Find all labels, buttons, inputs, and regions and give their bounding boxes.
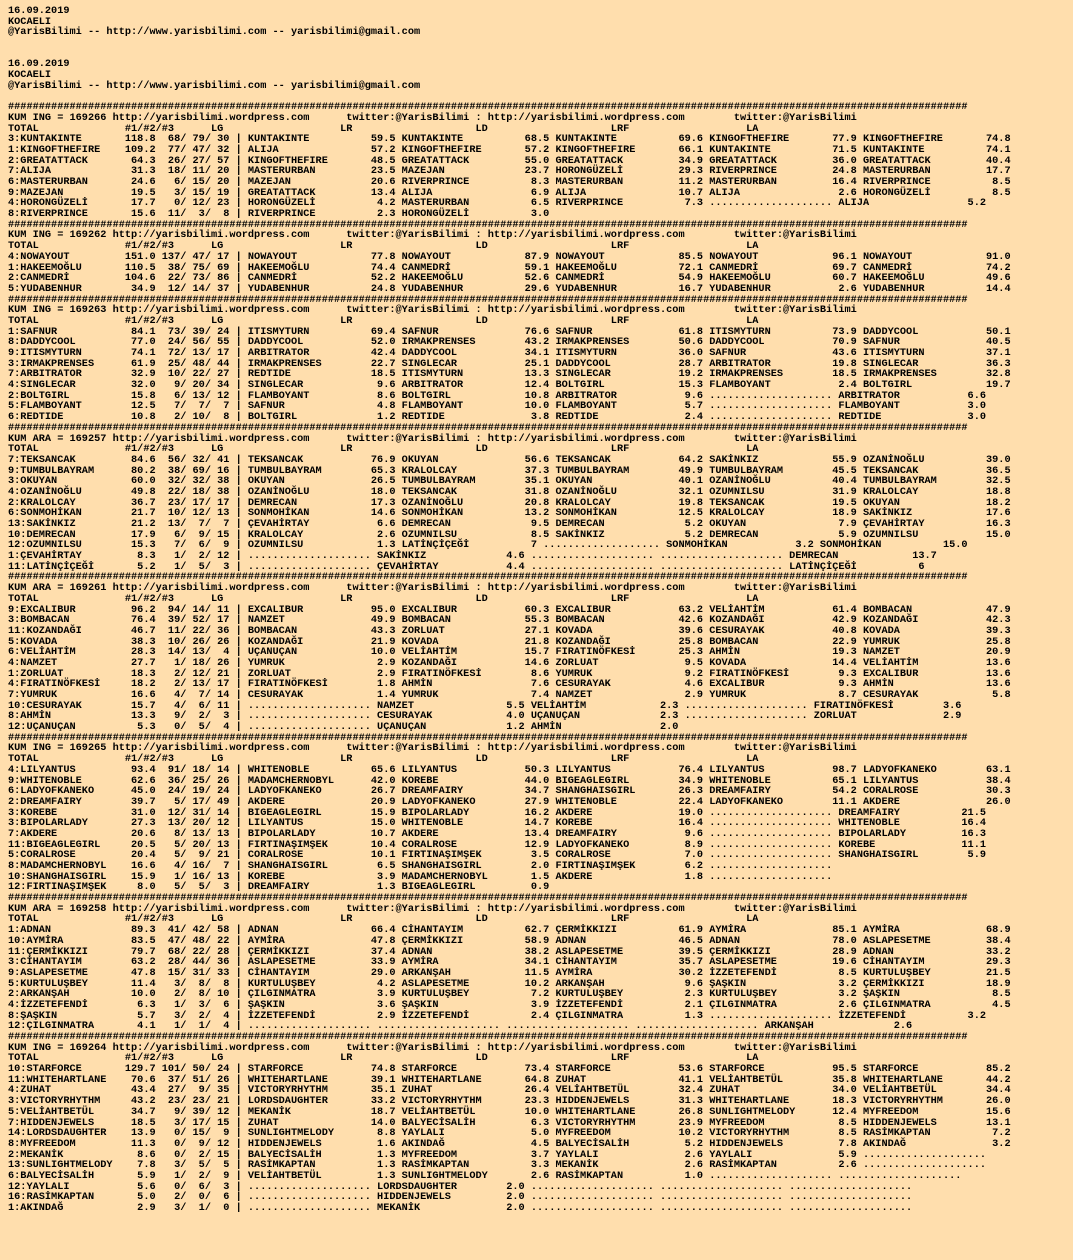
text-line: 6:SONMOHİKAN 21.7 10/ 12/ 13 | SONMOHİKAN 14.6 SONMOHİKAN 13.2 SONMOHİKAN 12.5 KRALOLCAY 18.9 SAKİNKIZ 17.6 — [8, 507, 1011, 520]
text-line: 3:VICTORYRHYTHM 43.2 23/ 23/ 21 | LORDSDAUGHTER 33.2 VICTORYRHYTHM 23.3 HIDDENJEWELS 31.3 WHITEHARTLANE 18.3 VICTORYRHYTHM 26.0 — [8, 1095, 1011, 1108]
text-line: KUM ARA = 169257 http://yarisbilimi.wordpress.com twitter:@YarisBilimi : http://yarisbilimi.wordpress.com twitter:@YarisBilimi — [8, 432, 857, 445]
text-line: 1:ZORLUAT 18.3 2/ 12/ 21 | ZORLUAT 2.9 FIRATINÖFKESİ 8.6 YUMRUK 9.2 FIRATINÖFKESİ 9.3 EXCALIBUR 13.6 — [8, 667, 1011, 680]
text-line: ############################################################################################################################################################ — [8, 293, 968, 306]
text-line: 7:ARBITRATOR 32.9 10/ 22/ 27 | REDTIDE 18.5 ITISMYTURN 13.3 SINGLECAR 19.2 IRMAKPRENSES 18.5 IRMAKPRENSES 32.8 — [8, 368, 1011, 381]
text-line: 8:MYFREEDOM 11.3 0/ 9/ 12 | HIDDENJEWELS 1.6 AKINDAĞ 4.5 BALYECİSALİH 5.2 HIDDENJEWELS 7.8 AKINDAĞ 3.2 — [8, 1137, 1011, 1150]
text-line: 8:AHMİN 13.3 9/ 2/ 3 | .................... CESURAYAK 4.0 UÇANUÇAN 2.3 .................... ZORLUAT 2.9 — [8, 710, 962, 723]
text-line: 11:ÇERMİKKIZI 79.7 68/ 22/ 28 | ÇERMİKKIZI 37.4 ADNAN 38.2 ASLAPESETME 39.5 ÇERMİKKIZI 28.9 ADNAN 33.2 — [8, 945, 1011, 958]
text-line: 1:AKINDAĞ 2.9 3/ 1/ 0 | .................... MEKANİK 2.0 .................... .................... .................... — [8, 1202, 913, 1214]
text-line: 4:LILYANTUS 93.4 91/ 18/ 14 | WHITENOBLE 65.6 LILYANTUS 50.3 LILYANTUS 76.4 LILYANTUS 98.7 LADYOFKANEKO 63.1 — [8, 763, 1011, 776]
text-line: 5:YUDABENHUR 34.9 12/ 14/ 37 | YUDABENHUR 24.8 YUDABENHUR 29.6 YUDABENHUR 16.7 YUDABENHUR 2.6 YUDABENHUR 14.4 — [8, 282, 1011, 295]
text-line: 11:WHITEHARTLANE 70.6 37/ 51/ 26 | WHITEHARTLANE 39.1 WHITEHARTLANE 64.8 ZUHAT 41.1 VELİAHTBETÜL 35.8 WHITEHARTLANE 44.2 — [8, 1073, 1011, 1086]
text-line: @YarisBilimi -- http://www.yarisbilimi.com -- yarisbilimi@gmail.com — [8, 26, 421, 39]
text-line: KUM ARA = 169261 http://yarisbilimi.wordpress.com twitter:@YarisBilimi : http://yarisbilimi.wordpress.com twitter:@YarisBilimi — [8, 582, 857, 595]
text-line: 9:EXCALIBUR 96.2 94/ 14/ 11 | EXCALIBUR 95.0 EXCALIBUR 60.3 EXCALIBUR 63.2 VELİAHTİM 61.4 BOMBACAN 47.9 — [8, 603, 1011, 616]
text-line: TOTAL #1/#2/#3 LG LR LD LRF LA — [8, 913, 759, 926]
text-line: 5:KOVADA 38.3 10/ 26/ 26 | KOZANDAĞI 21.9 KOVADA 21.8 KOZANDAĞI 25.8 BOMBACAN 22.9 YUMRUK 25.8 — [8, 635, 1011, 648]
text-line: 3:CİHANTAYIM 63.2 28/ 44/ 36 | ASLAPESETME 33.9 AYMİRA 34.1 CİHANTAYIM 35.7 ASLAPESETME 19.6 CİHANTAYIM 29.3 — [8, 956, 1011, 969]
text-line: 11:KOZANDAĞI 46.7 11/ 22/ 36 | BOMBACAN 43.3 ZORLUAT 27.1 KOVADA 39.6 CESURAYAK 40.8 KOVADA 39.3 — [8, 624, 1011, 637]
text-line: 13:SUNLIGHTMELODY 7.8 3/ 5/ 5 | RASİMKAPTAN 1.3 RASİMKAPTAN 3.3 MEKANİK 2.6 RASİMKAPTAN 2.6 .................... — [8, 1159, 987, 1172]
text-line: 7:YUMRUK 16.6 4/ 7/ 14 | CESURAYAK 1.4 YUMRUK 7.4 NAMZET 2.9 YUMRUK 8.7 CESURAYAK 5.8 — [8, 689, 1011, 701]
text-line: 10:CESURAYAK 15.7 4/ 6/ 11 | .................... NAMZET 5.5 VELİAHTİM 2.3 .................... FIRATINÖFKESİ 3.6 — [8, 699, 962, 712]
text-line: 3:OKUYAN 60.0 32/ 32/ 38 | OKUYAN 26.5 TUMBULBAYRAM 35.1 OKUYAN 40.1 OZANİNOĞLU 40.4 TUMBULBAYRAM 32.5 — [8, 475, 1011, 488]
text-line: ############################################################################################################################################################ — [8, 731, 968, 744]
text-line: 4:FIRATINÖFKESİ 18.2 2/ 13/ 17 | FIRATINÖFKESİ 1.8 AHMİN 7.6 CESURAYAK 4.6 EXCALIBUR 9.3 AHMİN 13.6 — [8, 678, 1011, 691]
text-line: TOTAL #1/#2/#3 LG LR LD LRF LA — [8, 592, 759, 605]
text-line: 4:ZUHAT 43.4 27/ 9/ 35 | VICTORYRHYTHM 35.1 ZUHAT 26.4 VELİAHTBETÜL 32.4 ZUHAT 34.0 VELİAHTBETÜL 34.4 — [8, 1084, 1011, 1097]
text-line: ############################################################################################################################################################ — [8, 892, 968, 905]
text-line: KUM ING = 169264 http://yarisbilimi.wordpress.com twitter:@YarisBilimi : http://yarisbilimi.wordpress.com twitter:@YarisBilimi — [8, 1041, 857, 1054]
text-line: KOCAELI — [8, 69, 52, 82]
text-line: 11:BIGEAGLEGIRL 20.5 5/ 20/ 13 | FIRTINAŞIMŞEK 10.4 CORALROSE 12.9 LADYOFKANEKO 8.9 .................... KOREBE 11.1 — [8, 838, 987, 851]
text-line: 6:MASTERURBAN 24.6 6/ 15/ 20 | MAZEJAN 20.6 RIVERPRINCE 8.3 MASTERURBAN 11.2 MASTERURBAN 16.4 RIVERPRINCE 8.5 — [8, 176, 1011, 188]
text-line: 10:AYMİRA 83.5 47/ 48/ 22 | AYMİRA 47.8 ÇERMİKKIZI 58.9 ADNAN 46.5 ADNAN 78.0 ASLAPESETME 38.4 — [8, 934, 1011, 947]
text-line: 12:YAYLALI 5.6 0/ 6/ 3 | .................... LORDSDAUGHTER 2.0 .................... .................... .................... — [8, 1180, 913, 1193]
text-line: 9:ITISMYTURN 74.1 72/ 13/ 17 | ARBITRATOR 42.4 DADDYCOOL 34.1 ITISMYTURN 36.0 SAFNUR 43.6 ITISMYTURN 37.1 — [8, 347, 1011, 359]
text-line: 1:ÇEVAHİRTAY 8.3 1/ 2/ 12 | .................... SAKİNKIZ 4.6 .................... .................... DEMRECAN 13.7 — [8, 550, 937, 563]
text-line: 2:KRALOLCAY 36.7 23/ 17/ 17 | DEMRECAN 17.3 OZANİNOĞLU 20.8 KRALOLCAY 19.8 TEKSANCAK 19.5 OKUYAN 18.2 — [8, 496, 1011, 509]
text-line: 2:BOLTGIRL 15.8 6/ 13/ 12 | FLAMBOYANT 8.6 BOLTGIRL 10.8 ARBITRATOR 9.6 .................... ARBITRATOR 6.6 — [8, 389, 987, 402]
text-line: KUM ARA = 169258 http://yarisbilimi.wordpress.com twitter:@YarisBilimi : http://yarisbilimi.wordpress.com twitter:@YarisBilimi — [8, 902, 857, 915]
text-line: 1:HAKEEMOĞLU 110.5 38/ 75/ 69 | HAKEEMOĞLU 74.4 CANMEDRİ 59.1 HAKEEMOĞLU 72.1 CANMEDRİ 69.7 CANMEDRİ 74.2 — [8, 261, 1011, 274]
text-line: 11:LATİNÇİÇEĞİ 5.2 1/ 5/ 3 | .................... ÇEVAHİRTAY 4.4 .................... .................... LATİNÇİÇEĞİ 6 — [8, 560, 925, 573]
text-line: KUM ING = 169262 http://yarisbilimi.wordpress.com twitter:@YarisBilimi : http://yarisbilimi.wordpress.com twitter:@YarisBilimi — [8, 229, 857, 242]
text-line: 8:RIVERPRINCE 15.6 11/ 3/ 8 | RIVERPRINCE 2.3 HORONGÜZELİ 3.0 — [8, 208, 550, 221]
text-line: 12:FIRTINAŞIMŞEK 8.0 5/ 5/ 3 | DREAMFAIRY 1.3 BIGEAGLEGIRL 0.9 — [8, 881, 550, 894]
text-line: ############################################################################################################################################################ — [8, 1031, 968, 1043]
text-line: 4:NAMZET 27.7 1/ 18/ 26 | YUMRUK 2.9 KOZANDAĞI 14.6 ZORLUAT 9.5 KOVADA 14.4 VELİAHTİM 13.6 — [8, 656, 1011, 669]
text-line: 3:KOREBE 31.0 12/ 31/ 14 | BIGEAGLEGIRL 15.9 BIPOLARLADY 16.2 AKDERE 19.0 .................... DREAMFAIRY 21.5 — [8, 806, 987, 819]
text-line: 10:STARFORCE 129.7 101/ 50/ 24 | STARFORCE 74.8 STARFORCE 73.4 STARFORCE 53.6 STARFORCE 95.5 STARFORCE 85.2 — [8, 1063, 1011, 1076]
text-line: 9:WHITENOBLE 62.6 36/ 25/ 26 | MADAMCHERNOBYL 42.0 KOREBE 44.0 BIGEAGLEGIRL 34.9 WHITENOBLE 65.1 LILYANTUS 38.4 — [8, 774, 1011, 787]
text-line: 9:TUMBULBAYRAM 80.2 38/ 69/ 16 | TUMBULBAYRAM 65.3 KRALOLCAY 37.3 TUMBULBAYRAM 49.9 TUMBULBAYRAM 45.5 TEKSANCAK 36.5 — [8, 464, 1011, 477]
text-line: 16:RASİMKAPTAN 5.0 2/ 0/ 6 | .................... HIDDENJEWELS 2.0 .................... .................... .................... — [8, 1191, 913, 1204]
text-line: 16.09.2019 — [8, 5, 70, 17]
text-line: 14:LORDSDAUGHTER 13.9 0/ 15/ 9 | SUNLIGHTMELODY 8.8 YAYLALI 5.0 MYFREEDOM 10.2 VICTORYRHYTHM 8.5 RASİMKAPTAN 7.2 — [8, 1127, 1011, 1140]
text-line: 3:BIPOLARLADY 27.3 13/ 20/ 12 | LILYANTUS 15.0 WHITENOBLE 14.7 KOREBE 16.4 .................... WHITENOBLE 16.4 — [8, 817, 987, 830]
text-line: 4:OZANİNOĞLU 49.8 22/ 18/ 38 | OZANİNOĞLU 18.0 TEKSANCAK 31.8 OZANİNOĞLU 32.1 OZUMNILSU 31.9 KRALOLCAY 18.8 — [8, 485, 1011, 498]
text-line: 1:ADNAN 89.3 41/ 42/ 58 | ADNAN 66.4 CİHANTAYIM 62.7 ÇERMİKKIZI 61.9 AYMİRA 85.1 AYMİRA 68.9 — [8, 924, 1011, 937]
text-line: TOTAL #1/#2/#3 LG LR LD LRF LA — [8, 1052, 759, 1065]
text-line: 4:İZZETEFENDİ 6.3 1/ 3/ 6 | ŞAŞKIN 3.6 ŞAŞKIN 3.9 İZZETEFENDİ 2.1 ÇILGINMATRA 2.6 ÇILGINMATRA 4.5 — [8, 998, 1011, 1011]
text-line: 7:ALIJA 31.3 18/ 11/ 20 | MASTERURBAN 23.5 MAZEJAN 23.7 HORONGÜZELİ 29.3 RIVERPRINCE 24.8 MASTERURBAN 17.7 — [8, 165, 1011, 178]
text-line: 1:KINGOFTHEFIRE 109.2 77/ 47/ 32 | ALIJA 57.2 KINGOFTHEFIRE 57.2 KINGOFTHEFIRE 66.1 KUNTAKINTE 71.5 KUNTAKINTE 74.1 — [8, 143, 1011, 156]
text-line: 1:SAFNUR 84.1 73/ 39/ 24 | ITISMYTURN 69.4 SAFNUR 76.6 SAFNUR 61.8 ITISMYTURN 73.9 DADDYCOOL 50.1 — [8, 325, 1011, 338]
text-line: 7:HIDDENJEWELS 18.5 3/ 17/ 15 | ZUHAT 14.0 BALYECİSALİH 6.3 VICTORYRHYTHM 23.9 MYFREEDOM 8.5 HIDDENJEWELS 13.1 — [8, 1116, 1011, 1129]
text-line: TOTAL #1/#2/#3 LG LR LD LRF LA — [8, 443, 759, 456]
text-line: 5:VELİAHTBETÜL 34.7 9/ 39/ 12 | MEKANİK 18.7 VELİAHTBETÜL 10.0 WHITEHARTLANE 26.8 SUNLIGHTMELODY 12.4 MYFREEDOM 15.6 — [8, 1105, 1011, 1118]
text-line: 9:MAZEJAN 19.5 3/ 15/ 19 | GREATATTACK 13.4 ALIJA 6.9 ALIJA 10.7 ALIJA 2.6 HORONGÜZELİ 8.5 — [8, 186, 1011, 199]
text-line: 4:SINGLECAR 32.0 9/ 20/ 34 | SINGLECAR 9.6 ARBITRATOR 12.4 BOLTGIRL 15.3 FLAMBOYANT 2.4 BOLTGIRL 19.7 — [8, 379, 1011, 392]
text-line: 8:MADAMCHERNOBYL 16.6 4/ 16/ 7 | SHANGHAISGIRL 6.5 SHANGHAISGIRL 2.0 FIRTINAŞIMŞEK 6.2 .................... — [8, 860, 833, 872]
text-line: 7:TEKSANCAK 84.6 56/ 32/ 41 | TEKSANCAK 76.9 OKUYAN 56.6 TEKSANCAK 64.2 SAKİNKIZ 55.9 OZANİNOĞLU 39.0 — [8, 453, 1011, 466]
text-line: 12:OZUMNILSU 15.3 7/ 6/ 9 | OZUMNILSU 1.3 LATİNÇİÇEĞİ 7 ................... SONMOHİKAN 3.2 SONMOHİKAN 15.0 — [8, 539, 968, 552]
text-line: KUM ING = 169265 http://yarisbilimi.wordpress.com twitter:@YarisBilimi : http://yarisbilimi.wordpress.com twitter:@YarisBilimi — [8, 742, 857, 755]
text-line: 10:DEMRECAN 17.9 6/ 9/ 15 | KRALOLCAY 2.6 OZUMNILSU 8.5 SAKİNKIZ 5.2 DEMRECAN 5.9 OZUMNILSU 15.0 — [8, 528, 1011, 541]
text-line: 6:VELİAHTİM 28.3 14/ 13/ 4 | UÇANUÇAN 10.0 VELİAHTİM 15.7 FIRATINÖFKESİ 25.3 AHMİN 19.3 NAMZET 20.9 — [8, 646, 1011, 659]
text-line: ############################################################################################################################################################ — [8, 421, 968, 434]
text-line: 10:SHANGHAISGIRL 15.9 1/ 16/ 13 | KOREBE 3.9 MADAMCHERNOBYL 1.5 AKDERE 1.8 .................... — [8, 870, 833, 883]
text-line: 13:SAKİNKIZ 21.2 13/ 7/ 7 | ÇEVAHİRTAY 6.6 DEMRECAN 9.5 DEMRECAN 5.2 OKUYAN 7.9 ÇEVAHİRTAY 16.3 — [8, 518, 1011, 530]
text-line: TOTAL #1/#2/#3 LG LR LD LRF LA — [8, 122, 759, 135]
text-line: 8:ŞAŞKIN 5.7 3/ 2/ 4 | İZZETEFENDİ 2.9 İZZETEFENDİ 2.4 ÇILGINMATRA 1.3 .................... İZZETEFENDİ 3.2 — [8, 1009, 987, 1022]
text-line: 4:HORONGÜZELİ 17.7 0/ 12/ 23 | HORONGÜZELİ 4.2 MASTERURBAN 6.5 RIVERPRINCE 7.3 .................... ALIJA 5.2 — [8, 197, 987, 210]
text-line: KUM ING = 169263 http://yarisbilimi.wordpress.com twitter:@YarisBilimi : http://yarisbilimi.wordpress.com twitter:@YarisBilimi — [8, 304, 857, 317]
text-line: ############################################################################################################################################################ — [8, 101, 968, 114]
text-line: ############################################################################################################################################################ — [8, 571, 968, 584]
text-line — [8, 38, 1073, 49]
text-line: KOCAELI — [8, 15, 52, 28]
text-line: TOTAL #1/#2/#3 LG LR LD LRF LA — [8, 314, 759, 327]
text-line: 6:BALYECİSALİH 5.9 1/ 2/ 9 | VELİAHTBETÜL 1.3 SUNLIGHTMELODY 2.6 RASİMKAPTAN 1.0 .................... .................... — [8, 1169, 962, 1182]
text-line: 12:ÇILGINMATRA 4.1 1/ 1/ 4 | .................... .................... .................... .................... ARKANŞAH 2.6 — [8, 1020, 913, 1033]
text-line: ############################################################################################################################################################ — [8, 218, 968, 231]
text-line: 2:DREAMFAIRY 39.7 5/ 17/ 49 | AKDERE 20.9 LADYOFKANEKO 27.9 WHITENOBLE 22.4 LADYOFKANEKO 11.1 AKDERE 26.0 — [8, 795, 1011, 808]
text-line: @YarisBilimi -- http://www.yarisbilimi.com -- yarisbilimi@gmail.com — [8, 79, 421, 92]
text-line: TOTAL #1/#2/#3 LG LR LD LRF LA — [8, 753, 759, 766]
text-line: 6:LADYOFKANEKO 45.0 24/ 19/ 24 | LADYOFKANEKO 26.7 DREAMFAIRY 34.7 SHANGHAISGIRL 26.3 DREAMFAIRY 54.2 CORALROSE 30.3 — [8, 785, 1011, 798]
text-line: 5:KURTULUŞBEY 11.4 3/ 8/ 8 | KURTULUŞBEY 4.2 ASLAPESETME 10.2 ARKANŞAH 9.6 ŞAŞKIN 3.2 ÇERMİKKIZI 18.9 — [8, 977, 1011, 990]
text-line: 4:NOWAYOUT 151.0 137/ 47/ 17 | NOWAYOUT 77.8 NOWAYOUT 87.9 NOWAYOUT 85.5 NOWAYOUT 96.1 NOWAYOUT 91.0 — [8, 250, 1011, 263]
text-line: 2:CANMEDRİ 104.6 22/ 73/ 86 | CANMEDRİ 52.2 HAKEEMOĞLU 52.6 CANMEDRİ 54.9 HAKEEMOĞLU 60.7 HAKEEMOĞLU 49.6 — [8, 272, 1011, 285]
text-line: 2:GREATATTACK 64.3 26/ 27/ 57 | KINGOFTHEFIRE 48.5 GREATATTACK 55.0 GREATATTACK 34.9 GREATATTACK 36.0 GREATATTACK 40.4 — [8, 154, 1011, 167]
text-line: 7:AKDERE 20.6 8/ 13/ 13 | BIPOLARLADY 10.7 AKDERE 13.4 DREAMFAIRY 9.6 .................... BIPOLARLADY 16.3 — [8, 827, 987, 840]
text-line: 8:DADDYCOOL 77.0 24/ 56/ 55 | DADDYCOOL 52.0 IRMAKPRENSES 43.2 IRMAKPRENSES 50.6 DADDYCOOL 70.9 SAFNUR 40.5 — [8, 336, 1011, 349]
text-line: TOTAL #1/#2/#3 LG LR LD LRF LA — [8, 240, 759, 253]
text-line: 2:ARKANŞAH 10.0 2/ 8/ 10 | ÇILGINMATRA 3.9 KURTULUŞBEY 7.2 KURTULUŞBEY 2.3 KURTULUŞBEY 3.2 ŞAŞKIN 8.5 — [8, 988, 1011, 1001]
text-line: 16.09.2019 — [8, 58, 70, 71]
text-line: 5:FLAMBOYANT 12.5 7/ 7/ 7 | SAFNUR 4.8 FLAMBOYANT 10.0 FLAMBOYANT 5.7 .................... FLAMBOYANT 3.0 — [8, 400, 987, 413]
text-line — [8, 49, 1073, 60]
text-line: 12:UÇANUÇAN 5.3 0/ 5/ 4 | .................... UÇANUÇAN 1.2 AHMİN 2.0 — [8, 721, 679, 734]
text-line: 3:IRMAKPRENSES 61.9 25/ 48/ 44 | IRMAKPRENSES 22.7 SINGLECAR 25.1 DADDYCOOL 28.7 ARBITRATOR 19.8 SINGLECAR 36.3 — [8, 357, 1011, 370]
text-line: 2:MEKANİK 8.6 0/ 2/ 15 | BALYECİSALİH 1.3 MYFREEDOM 3.7 YAYLALI 2.6 YAYLALI 5.9 .................... — [8, 1148, 987, 1161]
text-line: 5:CORALROSE 20.4 5/ 9/ 21 | CORALROSE 10.1 FIRTINAŞIMŞEK 3.5 CORALROSE 7.0 .................... SHANGHAISGIRL 5.9 — [8, 849, 987, 862]
text-line: KUM ING = 169266 http://yarisbilimi.wordpress.com twitter:@YarisBilimi : http://yarisbilimi.wordpress.com twitter:@YarisBilimi — [8, 111, 857, 124]
text-line: 6:REDTIDE 10.8 2/ 10/ 8 | BOLTGIRL 1.2 REDTIDE 3.8 REDTIDE 2.4 .................... REDTIDE 3.0 — [8, 411, 987, 424]
text-line: 3:BOMBACAN 76.4 39/ 52/ 17 | NAMZET 49.9 BOMBACAN 55.3 BOMBACAN 42.6 KOZANDAĞI 42.9 KOZANDAĞI 42.3 — [8, 614, 1011, 627]
text-line: 9:ASLAPESETME 47.8 15/ 31/ 33 | CİHANTAYIM 29.0 ARKANŞAH 11.5 AYMİRA 30.2 İZZETEFENDİ 8.5 KURTULUŞBEY 21.5 — [8, 966, 1011, 979]
text-line: 3:KUNTAKINTE 118.8 68/ 79/ 30 | KUNTAKINTE 59.5 KUNTAKINTE 68.5 KUNTAKINTE 69.6 KINGOFTHEFIRE 77.9 KINGOFTHEFIRE 74.8 — [8, 133, 1011, 146]
